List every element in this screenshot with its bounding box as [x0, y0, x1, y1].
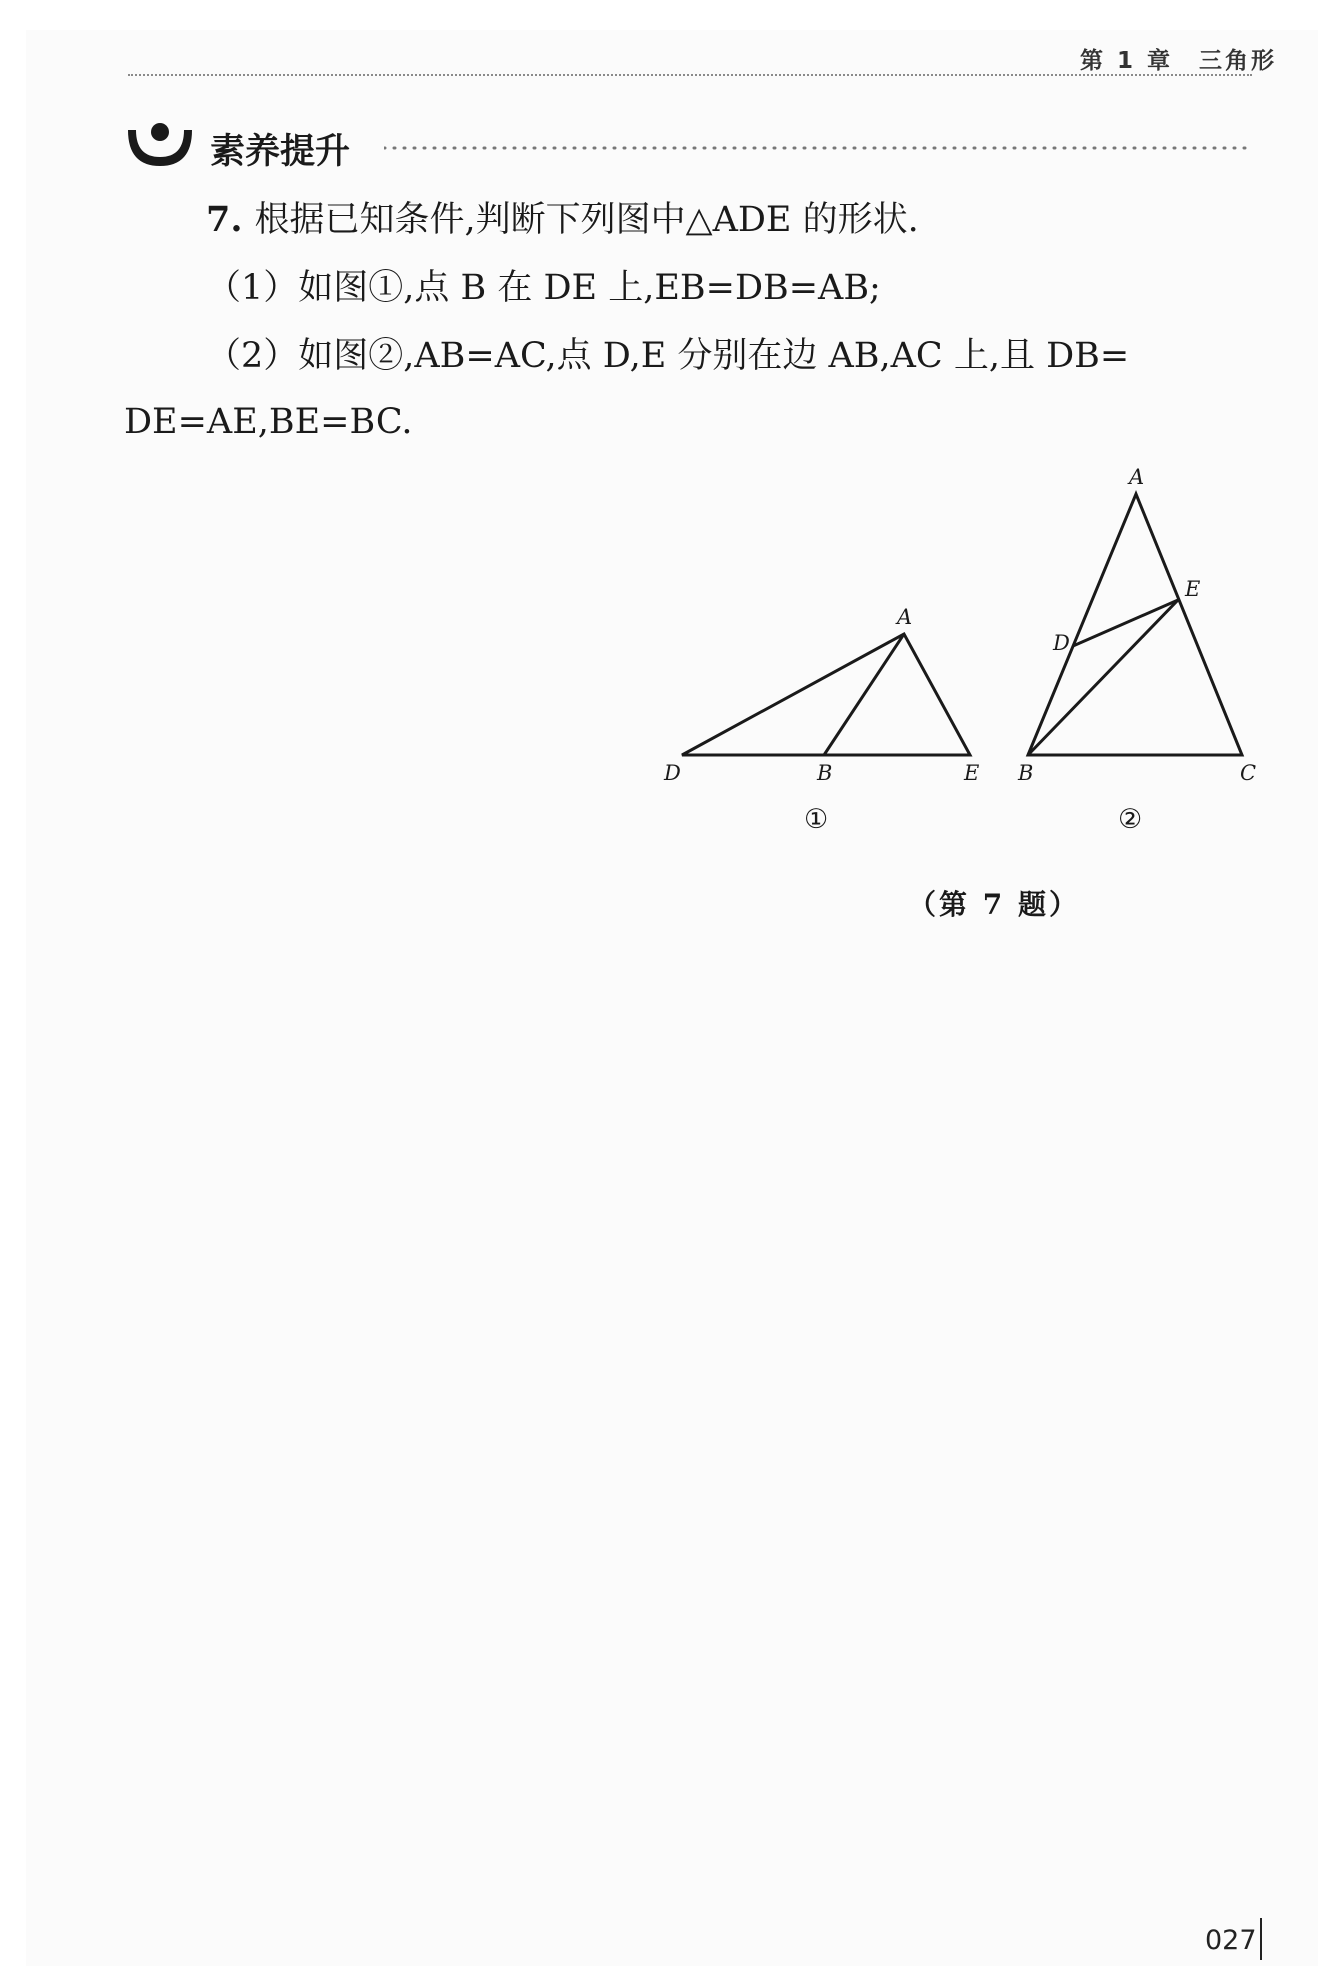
figure-1-number: ①	[804, 804, 829, 835]
question-number: 7.	[206, 199, 243, 240]
section-logo-icon	[122, 120, 198, 172]
figure-2-label-b: B	[1018, 761, 1034, 785]
figure-2-number: ②	[1118, 804, 1143, 835]
question-part-1: （1）如图①,点 B 在 DE 上,EB=DB=AB;	[206, 268, 881, 308]
figure-1-label-e: E	[964, 761, 980, 785]
page-number-bar	[1260, 1918, 1262, 1960]
figure-1-label-a: A	[897, 605, 913, 629]
page-number: 027	[1205, 1925, 1257, 1956]
section-title: 素养提升	[210, 132, 351, 172]
figure-2-label-c: C	[1240, 761, 1257, 785]
section-dotted-rule	[384, 143, 1254, 153]
figure-1-outline	[682, 634, 970, 755]
question-stem-text: 根据已知条件,判断下列图中△ADE 的形状.	[254, 200, 919, 240]
figure-1-triangle	[682, 634, 970, 755]
figure-caption: （第 7 题）	[908, 888, 1080, 921]
figure-2-label-a: A	[1129, 465, 1145, 489]
figure-2-segment-be	[1028, 600, 1178, 755]
question-part-2-line-1: （2）如图②,AB=AC,点 D,E 分别在边 AB,AC 上,且 DB=	[206, 336, 1130, 376]
figure-2-label-e: E	[1185, 577, 1201, 601]
header-divider	[128, 74, 1252, 76]
page	[26, 30, 1318, 1966]
question-stem	[206, 198, 919, 242]
figure-1-segment-ab	[824, 634, 904, 755]
figure-2-label-d: D	[1053, 631, 1070, 655]
figure-1-label-b: B	[817, 761, 833, 785]
question-part-2-line-2: DE=AE,BE=BC.	[124, 402, 413, 442]
chapter-header: 第 1 章 三角形	[1079, 48, 1277, 74]
figure-2-outline	[1028, 494, 1242, 755]
figure-1-label-d: D	[664, 761, 681, 785]
question-figure	[640, 460, 1280, 860]
figure-2-triangle	[1028, 494, 1242, 755]
